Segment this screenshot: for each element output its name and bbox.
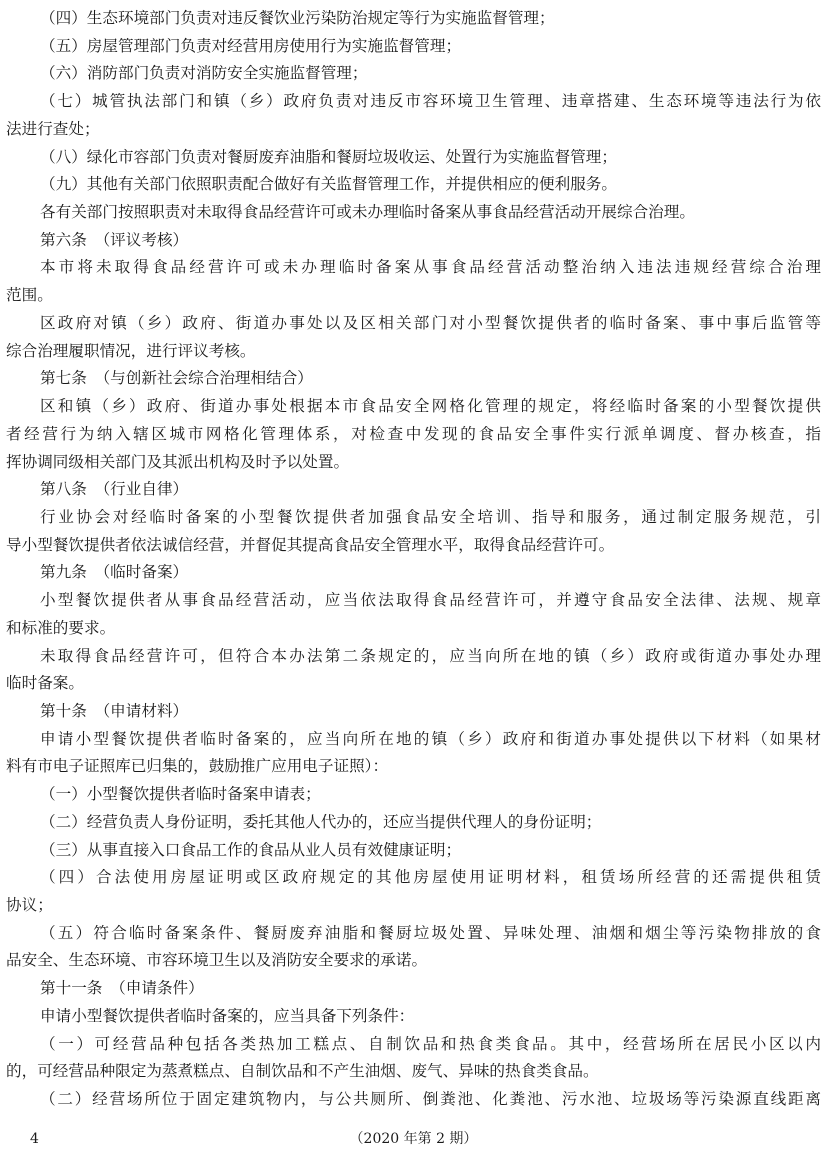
issue-label: （2020 年第 2 期） [349,1131,478,1147]
text-line: 申请小型餐饮提供者临时备案的，应当向所在地的镇（乡）政府和街道办事处提供以下材料（如果材 [40,729,821,748]
text-line: 法进行查处； [6,119,100,138]
text-line: 各有关部门按照职责对未取得食品经营许可或未办理临时备案从事食品经营活动开展综合治理。 [40,203,695,222]
text-line: 的，可经营品种限定为蒸煮糕点、自制饮品和不产生油烟、废气、异味的热食类食品。 [6,1062,599,1081]
text-line: （八）绿化市容部门负责对餐厨废弃油脂和餐厨垃圾收运、处置行为实施监督管理； [40,147,617,166]
text-line: 品安全、生态环境、市容环境卫生以及消防安全要求的承诺。 [6,951,428,970]
text-line: （二）经营负责人身份证明，委托其他人代办的，还应当提供代理人的身份证明； [40,812,602,831]
text-line: 本市将未取得食品经营许可或未办理临时备案从事食品经营活动整治纳入违法违规经营综合治理 [40,258,821,277]
text-line: 行业协会对经临时备案的小型餐饮提供者加强食品安全培训、指导和服务，通过制定服务规范，引 [40,507,821,526]
text-line: （四）合法使用房屋证明或区政府规定的其他房屋使用证明材料，租赁场所经营的还需提供租赁 [40,868,821,887]
text-line: 挥协调同级相关部门及其派出机构及时予以处置。 [6,452,350,471]
text-line: （一）小型餐饮提供者临时备案申请表； [40,785,321,804]
text-line: 第十一条 （申请条件） [40,979,204,998]
body-text [0,5,827,1114]
text-line: （一）可经营品种包括各类热加工糕点、自制饮品和热食类食品。其中，经营场所在居民小区以内 [40,1034,821,1053]
text-line: 申请小型餐饮提供者临时备案的，应当具备下列条件： [40,1006,415,1025]
text-line: 综合治理履职情况，进行评议考核。 [6,341,256,360]
text-line: 未取得食品经营许可，但符合本办法第二条规定的，应当向所在地的镇（乡）政府或街道办事处办理 [40,646,821,665]
text-line: 第七条 （与创新社会综合治理相结合） [40,369,313,388]
text-line: （六）消防部门负责对消防安全实施监督管理； [40,64,368,83]
text-line: （七）城管执法部门和镇（乡）政府负责对违反市容环境卫生管理、违章搭建、生态环境等违法行为依 [40,92,821,111]
page-footer [0,1127,827,1151]
text-line: 导小型餐饮提供者依法诚信经营，并督促其提高食品安全管理水平，取得食品经营许可。 [6,535,615,554]
text-line: 料有市电子证照库已归集的，鼓励推广应用电子证照）： [6,757,389,776]
text-line: 协议； [6,896,53,914]
text-line: 区政府对镇（乡）政府、街道办事处以及区相关部门对小型餐饮提供者的临时备案、事中事后监管等 [40,313,821,332]
text-line: （九）其他有关部门依照职责配合做好有关监督管理工作，并提供相应的便利服务。 [40,175,617,194]
text-line: 临时备案。 [6,674,84,693]
text-line: （三）从事直接入口食品工作的食品从业人员有效健康证明； [40,840,462,859]
text-line: （二）经营场所位于固定建筑物内，与公共厕所、倒粪池、化粪池、污水池、垃圾场等污染源直线距离 [40,1090,821,1109]
text-line: 小型餐饮提供者从事食品经营活动，应当依法取得食品经营许可，并遵守食品安全法律、法规、规章 [40,591,821,610]
page-number: 4 [30,1131,39,1147]
text-line: （五）房屋管理部门负责对经营用房使用行为实施监督管理； [40,36,462,55]
text-line: 和标准的要求。 [6,618,116,637]
text-line: （五）符合临时备案条件、餐厨废弃油脂和餐厨垃圾处置、异味处理、油烟和烟尘等污染物排放的食 [40,923,821,942]
text-line: 第十条 （申请材料） [40,701,189,720]
text-line: （四）生态环境部门负责对违反餐饮业污染防治规定等行为实施监督管理； [40,9,555,27]
text-line: 者经营行为纳入辖区城市网格化管理体系，对检查中发现的食品安全事件实行派单调度、督办核查，指 [6,424,821,443]
text-line: 第九条 （临时备案） [40,563,189,582]
text-line: 范围。 [6,286,53,305]
text-line: 第六条 （评议考核） [40,230,189,249]
text-line: 第八条 （行业自律） [40,480,189,499]
text-line: 区和镇（乡）政府、街道办事处根据本市食品安全网格化管理的规定，将经临时备案的小型餐饮提供 [40,397,821,416]
